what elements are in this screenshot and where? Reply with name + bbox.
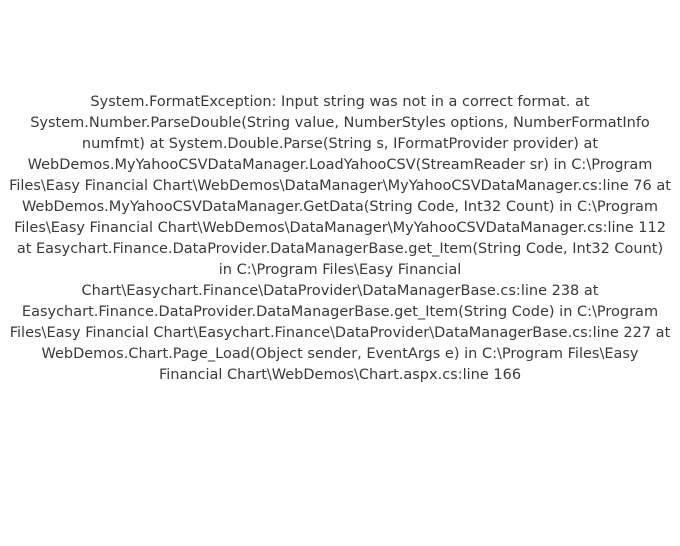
exception-stack-trace: System.FormatException: Input string was not in a correct format. at System.Number.ParseDouble(String value, NumberStyles options, NumberFormatInfo numfmt) at System.Double.Parse(String s, IFormatProvider provider) at WebDemos.MyYahooCSVDataManager.LoadYahooCSV(StreamReader sr) in C:\Program Files\Easy Financial Chart\WebDemos\DataManager\MyYahooCSVDataManager.cs:line 76 at WebDemos.MyYahooCSVDataManager.GetData(String Code, Int32 Count) in C:\Program Files\Easy Financial Chart\WebDemos\DataManager\MyYahooCSVDataManager.cs:line 112 at Easychart.Finance.DataProvider.DataManagerBase.get_Item(String Code, Int32 Count) in C:\Program Files\Easy Financial Chart\Easychart.Finance\DataProvider\DataManagerBase.cs:line 238 at Easychart.Finance.DataProvider.DataManagerBase.get_Item(String Code) in C:\Program Files\Easy Financial Chart\Easychart.Finance\DataProvider\DataManagerBase.cs:line 227 at WebDemos.Chart.Page_Load(Object sender, EventArgs e) in C:\Program Files\Easy Financial Chart\WebDemos\Chart.aspx.cs:line 166 [9, 94, 676, 383]
